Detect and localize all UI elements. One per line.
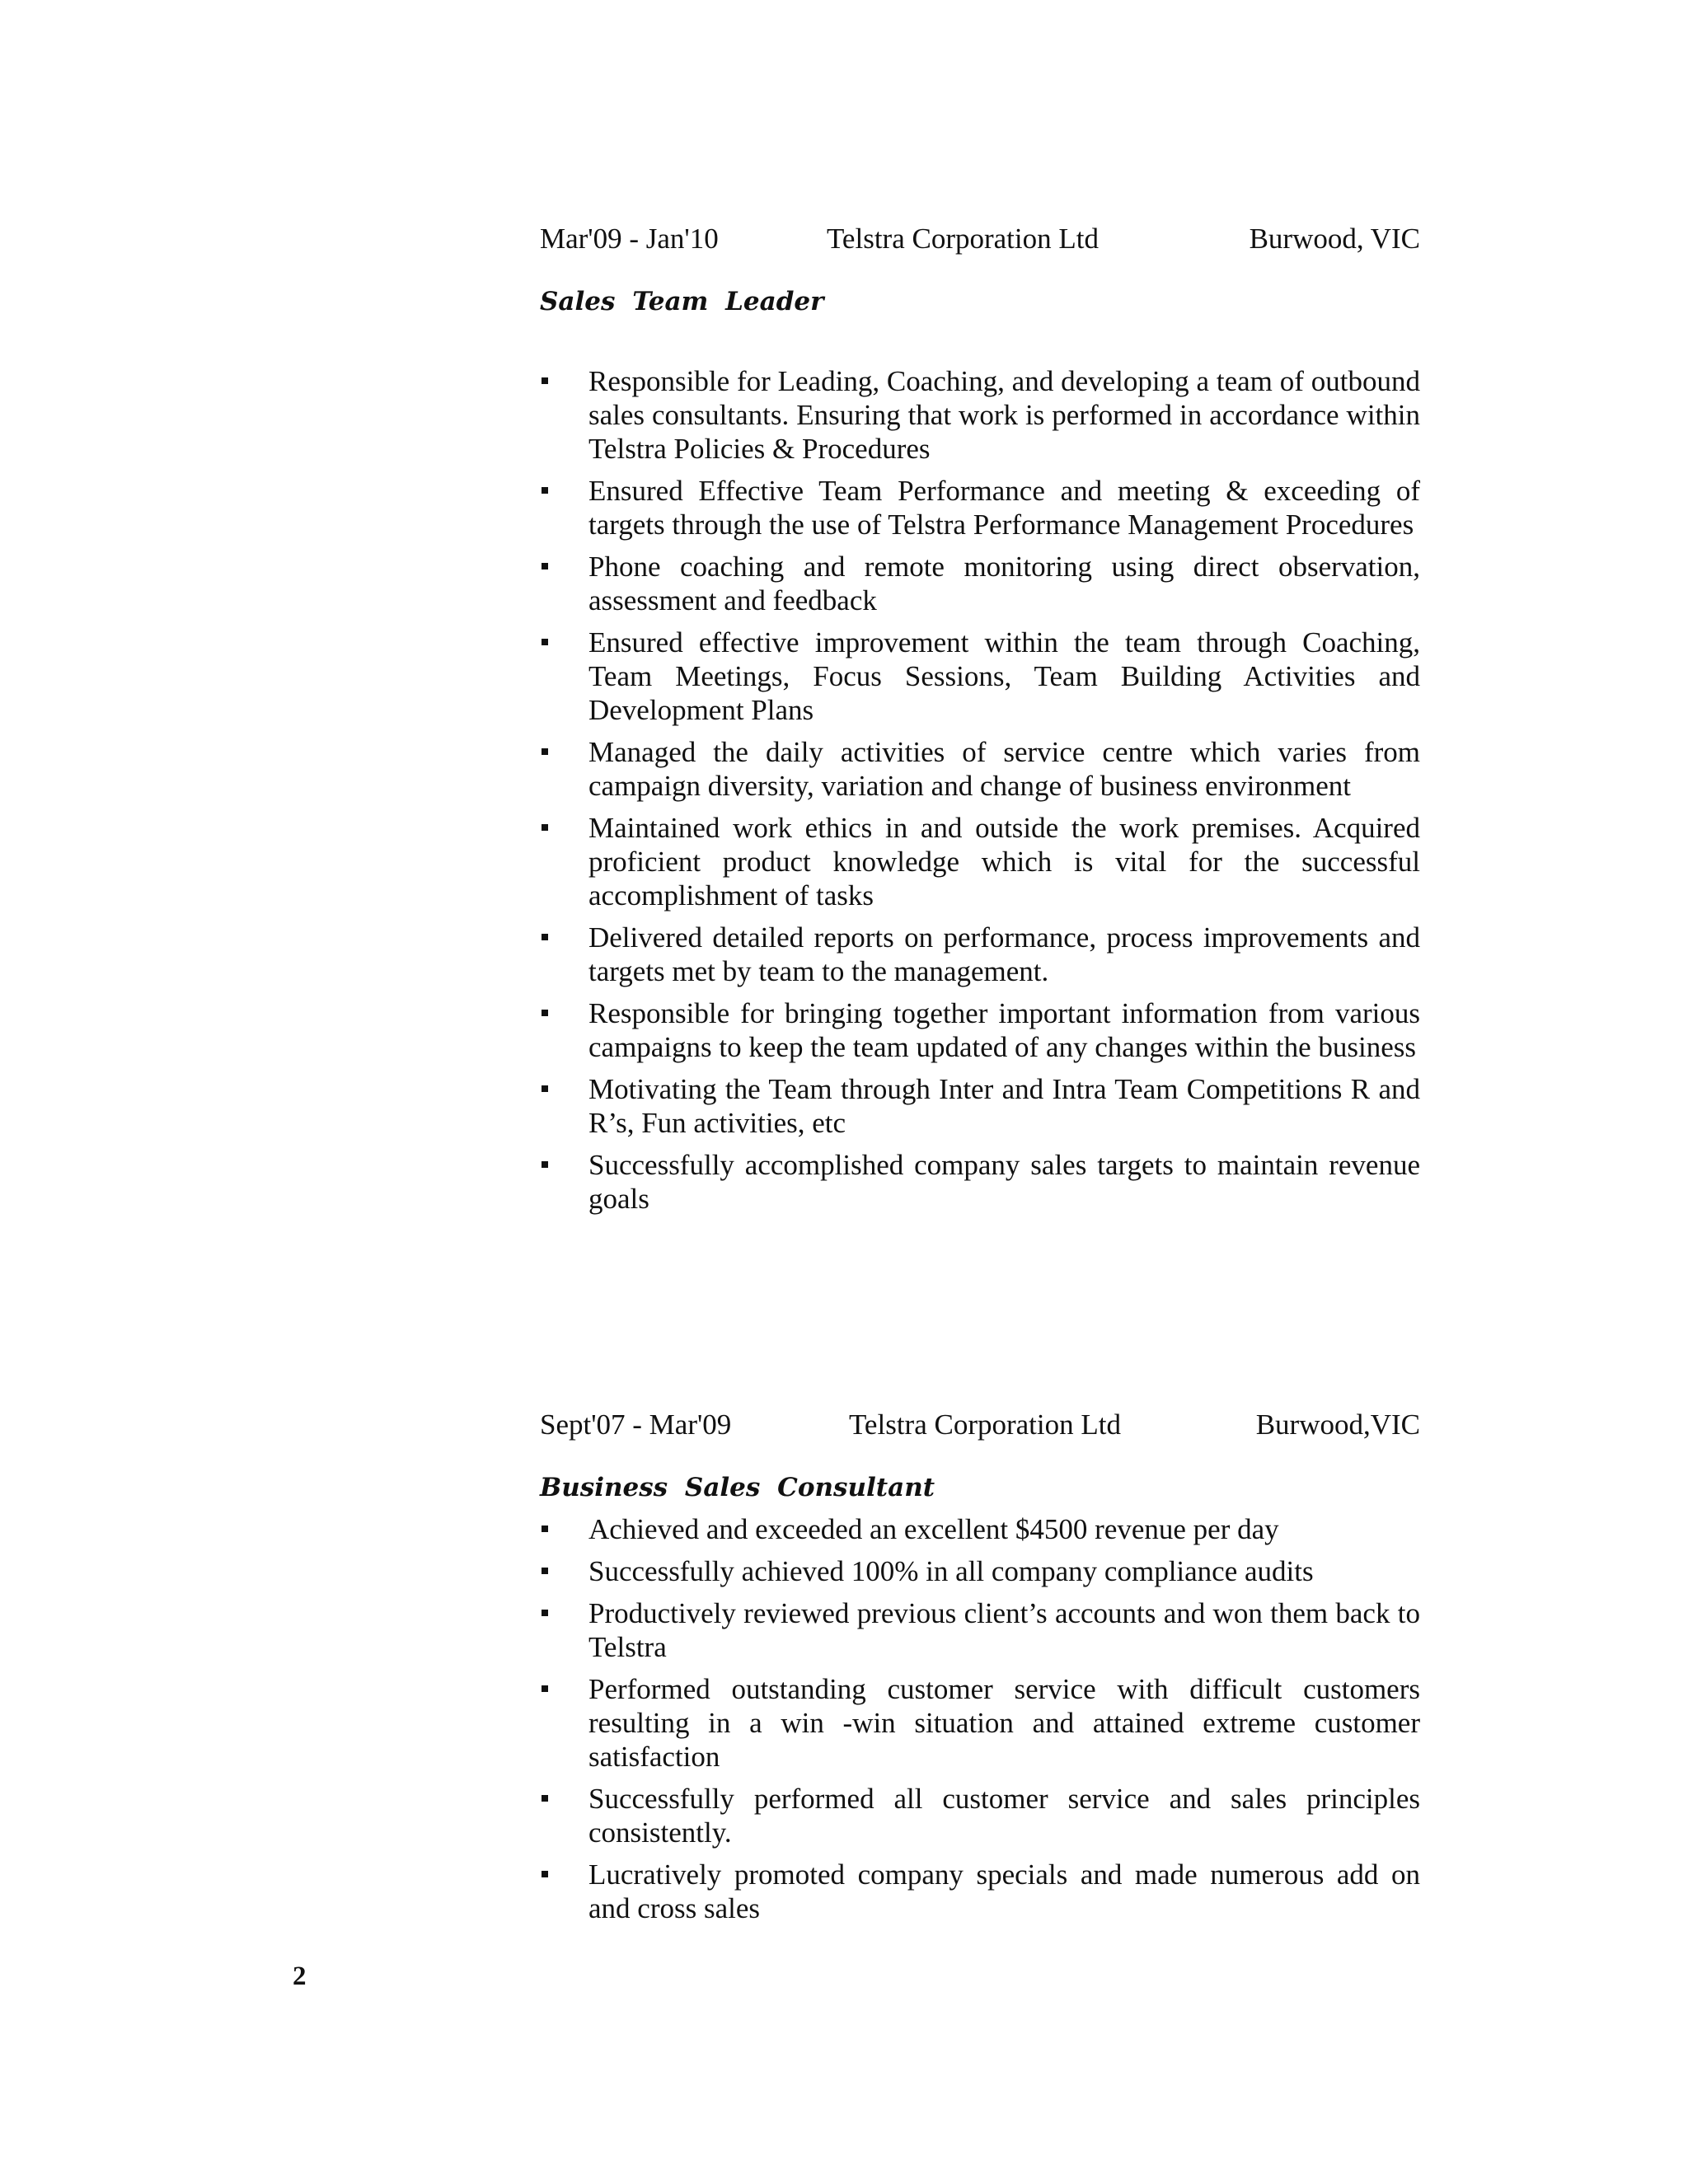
job-dates: Sept'07 - Mar'09	[540, 1408, 732, 1441]
list-item-text: Successfully accomplished company sales targets to maintain revenue goals	[588, 1149, 1420, 1215]
job-header	[540, 1405, 1420, 1445]
job-responsibilities-list	[540, 364, 1420, 1216]
job-location: Burwood,VIC	[1255, 1408, 1420, 1441]
list-item-text: Responsible for Leading, Coaching, and developing a team of outbound sales consultants. Ensuring that work is performed in accordance within Telstra Policies & Procedures	[588, 365, 1420, 465]
bullet-marker	[542, 824, 548, 831]
page-number: 2	[293, 1961, 307, 1991]
job-employer: Telstra Corporation Ltd	[827, 223, 1099, 255]
list-item-text: Ensured Effective Team Performance and meeting & exceeding of targets through the use of Telstra Performance Management Procedures	[588, 475, 1420, 541]
job-employer: Telstra Corporation Ltd	[849, 1408, 1121, 1441]
list-item-text: Performed outstanding customer service with difficult customers resulting in a win -win situation and attained extreme customer satisfaction	[588, 1673, 1420, 1773]
bullet-marker	[542, 1085, 548, 1092]
list-item-text: Achieved and exceeded an excellent $4500 revenue per day	[588, 1513, 1279, 1545]
job-entry-business-sales-consultant	[540, 1405, 1420, 1933]
list-item-text: Maintained work ethics in and outside the work premises. Acquired proficient product knowledge which is vital for the successful accomplishment of tasks	[588, 812, 1420, 912]
bullet-marker	[542, 377, 548, 384]
list-item	[540, 626, 1420, 727]
list-item	[540, 1512, 1420, 1546]
job-dates: Mar'09 - Jan'10	[540, 223, 719, 255]
list-item	[540, 474, 1420, 541]
list-item	[540, 1148, 1420, 1216]
job-responsibilities-list	[540, 1512, 1420, 1925]
list-item	[540, 735, 1420, 803]
bullet-marker	[542, 563, 548, 569]
list-item	[540, 1072, 1420, 1140]
list-item-text: Motivating the Team through Inter and Intra Team Competitions R and R’s, Fun activities, etc	[588, 1073, 1420, 1139]
bullet-marker	[542, 1610, 548, 1616]
bullet-marker	[542, 934, 548, 940]
bullet-marker	[542, 1526, 548, 1532]
bullet-marker	[542, 639, 548, 645]
list-item-text: Phone coaching and remote monitoring using direct observation, assessment and feedback	[588, 551, 1420, 616]
list-item	[540, 811, 1420, 912]
job-title: Business Sales Consultant	[540, 1473, 935, 1502]
bullet-marker	[542, 1685, 548, 1692]
job-header	[540, 219, 1420, 259]
bullet-marker	[542, 1871, 548, 1877]
list-item	[540, 996, 1420, 1064]
list-item	[540, 1782, 1420, 1849]
list-item	[540, 921, 1420, 988]
list-item	[540, 1596, 1420, 1664]
list-item-text: Lucratively promoted company specials and made numerous add on and cross sales	[588, 1858, 1420, 1924]
list-item-text: Ensured effective improvement within the team through Coaching, Team Meetings, Focus Sessions, Team Building Activities and Development Plans	[588, 626, 1420, 726]
bullet-marker	[542, 487, 548, 494]
bullet-marker	[542, 1795, 548, 1802]
list-item	[540, 550, 1420, 617]
list-item-text: Delivered detailed reports on performance, process improvements and targets met by team to the management.	[588, 921, 1420, 987]
bullet-marker	[542, 1161, 548, 1168]
job-entry-sales-team-leader	[540, 219, 1420, 1224]
list-item	[540, 364, 1420, 466]
bullet-marker	[542, 1568, 548, 1574]
list-item	[540, 1672, 1420, 1774]
bullet-marker	[542, 748, 548, 755]
job-title: Sales Team Leader	[540, 287, 824, 316]
list-item-text: Productively reviewed previous client’s accounts and won them back to Telstra	[588, 1597, 1420, 1663]
job-location: Burwood, VIC	[1249, 223, 1420, 255]
list-item	[540, 1554, 1420, 1588]
list-item	[540, 1858, 1420, 1925]
list-item-text: Managed the daily activities of service centre which varies from campaign diversity, variation and change of business environment	[588, 736, 1420, 802]
list-item-text: Responsible for bringing together important information from various campaigns to keep the team updated of any changes within the business	[588, 997, 1420, 1063]
list-item-text: Successfully performed all customer service and sales principles consistently.	[588, 1783, 1420, 1849]
bullet-marker	[542, 1010, 548, 1016]
list-item-text: Successfully achieved 100% in all company compliance audits	[588, 1555, 1314, 1587]
